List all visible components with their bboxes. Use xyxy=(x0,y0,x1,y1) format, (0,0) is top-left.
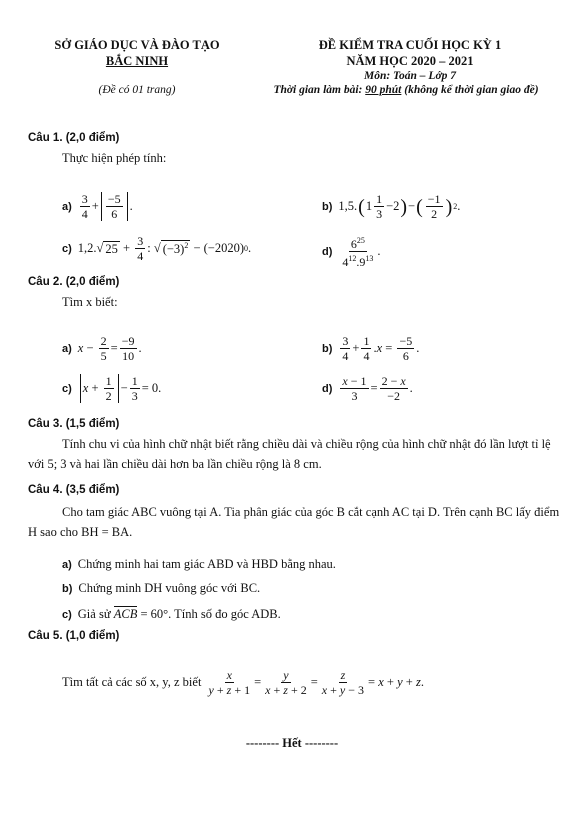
q1-part-c: c) 1,2.√ 25 + $\frac{3}{4}$ : √ $(-3)^2$ − (−2020) 0 . xyxy=(62,234,252,263)
province-name: BẮC NINH xyxy=(105,54,169,68)
question-3-text: Tính chu vi của hình chữ nhật biết rằng chiều dài và chiều rộng của hình chữ nhật đó lần lượt tỉ lệ với 5; 3 và hai lần chiều dài hơn ba lần chiều rộng là 8 cm. xyxy=(28,437,551,471)
q4-c-prefix: Giả sử xyxy=(77,607,114,621)
q4-b-text: Chứng minh DH vuông góc với BC. xyxy=(78,581,261,595)
subject-line: Môn: Toán – Lớp 7 xyxy=(363,70,456,82)
q2-part-a: a) x − $\frac{2}{5}$ = $\frac{-9}{10}$ . xyxy=(62,334,142,363)
q4-b-label: b) xyxy=(62,583,73,595)
q5-prefix: Tìm tất cả các số x, y, z biết xyxy=(62,675,202,689)
time-line xyxy=(236,84,576,96)
question-2-title: Câu 2. (2,0 điểm) xyxy=(28,276,120,288)
q1-c-label: c) xyxy=(62,242,72,255)
q1-d-label: d) xyxy=(322,245,333,258)
q4-a-text: Chứng minh hai tam giác ABD và HBD bằng nhau. xyxy=(77,557,336,571)
question-4-part-a xyxy=(62,554,336,575)
q1-part-b: b) 1,5. ( 1 $\frac{1}{3}$ −2 ) − ( $\frac{-1}{2}$ ) 2 . xyxy=(322,192,461,221)
question-3-title: Câu 3. (1,5 điểm) xyxy=(28,418,120,430)
question-1-title: Câu 1. (2,0 điểm) xyxy=(28,132,120,144)
q1-part-a: a) $\frac{3}{4}$ + $\frac{-5}{6}$ . xyxy=(62,192,133,221)
time-suffix: (không kể thời gian giao đề) xyxy=(401,84,539,96)
question-5-equation: Tìm tất cả các số x, y, z biết $\frac{x}{y + z + 1}$ = $\frac{y}{x + z + 2}$ = $\frac{z}{x + y - 3}$ = x + y + z . xyxy=(62,668,424,697)
question-4-text: Cho tam giác ABC vuông tại A. Tia phân giác của góc B cắt cạnh AC tại D. Trên cạnh BC lấy điểm H sao cho BH = BA. xyxy=(28,505,560,539)
page-count-note: (Đề có 01 trang) xyxy=(98,84,176,96)
time-value: 90 phút xyxy=(365,84,402,96)
question-2-intro: Tìm x biết: xyxy=(62,295,118,309)
q1-a-label: a) xyxy=(62,200,72,213)
q4-c-angle: ACB xyxy=(113,607,138,621)
q2-b-label: b) xyxy=(322,342,333,355)
exam-title: ĐỀ KIỂM TRA CUỐI HỌC KỲ 1 xyxy=(318,38,502,52)
q1-b-label: b) xyxy=(322,200,333,213)
end-marker: -------- Hết -------- xyxy=(245,736,339,750)
q2-part-d: d) $\frac{x - 1}{3}$ = $\frac{2 - x}{-2}$ . xyxy=(322,374,413,403)
question-4-title: Câu 4. (3,5 điểm) xyxy=(28,484,120,496)
q4-a-label: a) xyxy=(62,559,72,571)
q2-part-c: c) x + $\frac{1}{2}$ − $\frac{1}{3}$ = 0. xyxy=(62,374,162,403)
q4-c-suffix: = 60°. Tính số đo góc ADB. xyxy=(137,607,281,621)
q2-c-label: c) xyxy=(62,382,72,395)
question-4-part-c xyxy=(62,604,281,625)
q2-part-b: b) $\frac{3}{4}$ + $\frac{1}{4}$ . x = $\frac{-5}{6}$ . xyxy=(322,334,420,363)
time-prefix: Thời gian làm bài: xyxy=(273,84,366,96)
q4-c-label: c) xyxy=(62,609,72,621)
q2-d-label: d) xyxy=(322,382,333,395)
school-year: NĂM HỌC 2020 – 2021 xyxy=(346,54,474,68)
q2-a-label: a) xyxy=(62,342,72,355)
question-4-part-b xyxy=(62,578,260,599)
q1-part-d: d) $\frac{6^{25}}{4^{12}.9^{13}}$ . xyxy=(322,236,381,269)
question-1-intro: Thực hiện phép tính: xyxy=(62,151,167,165)
question-5-title: Câu 5. (1,0 điểm) xyxy=(28,630,120,642)
department-name: SỞ GIÁO DỤC VÀ ĐÀO TẠO xyxy=(54,38,220,52)
